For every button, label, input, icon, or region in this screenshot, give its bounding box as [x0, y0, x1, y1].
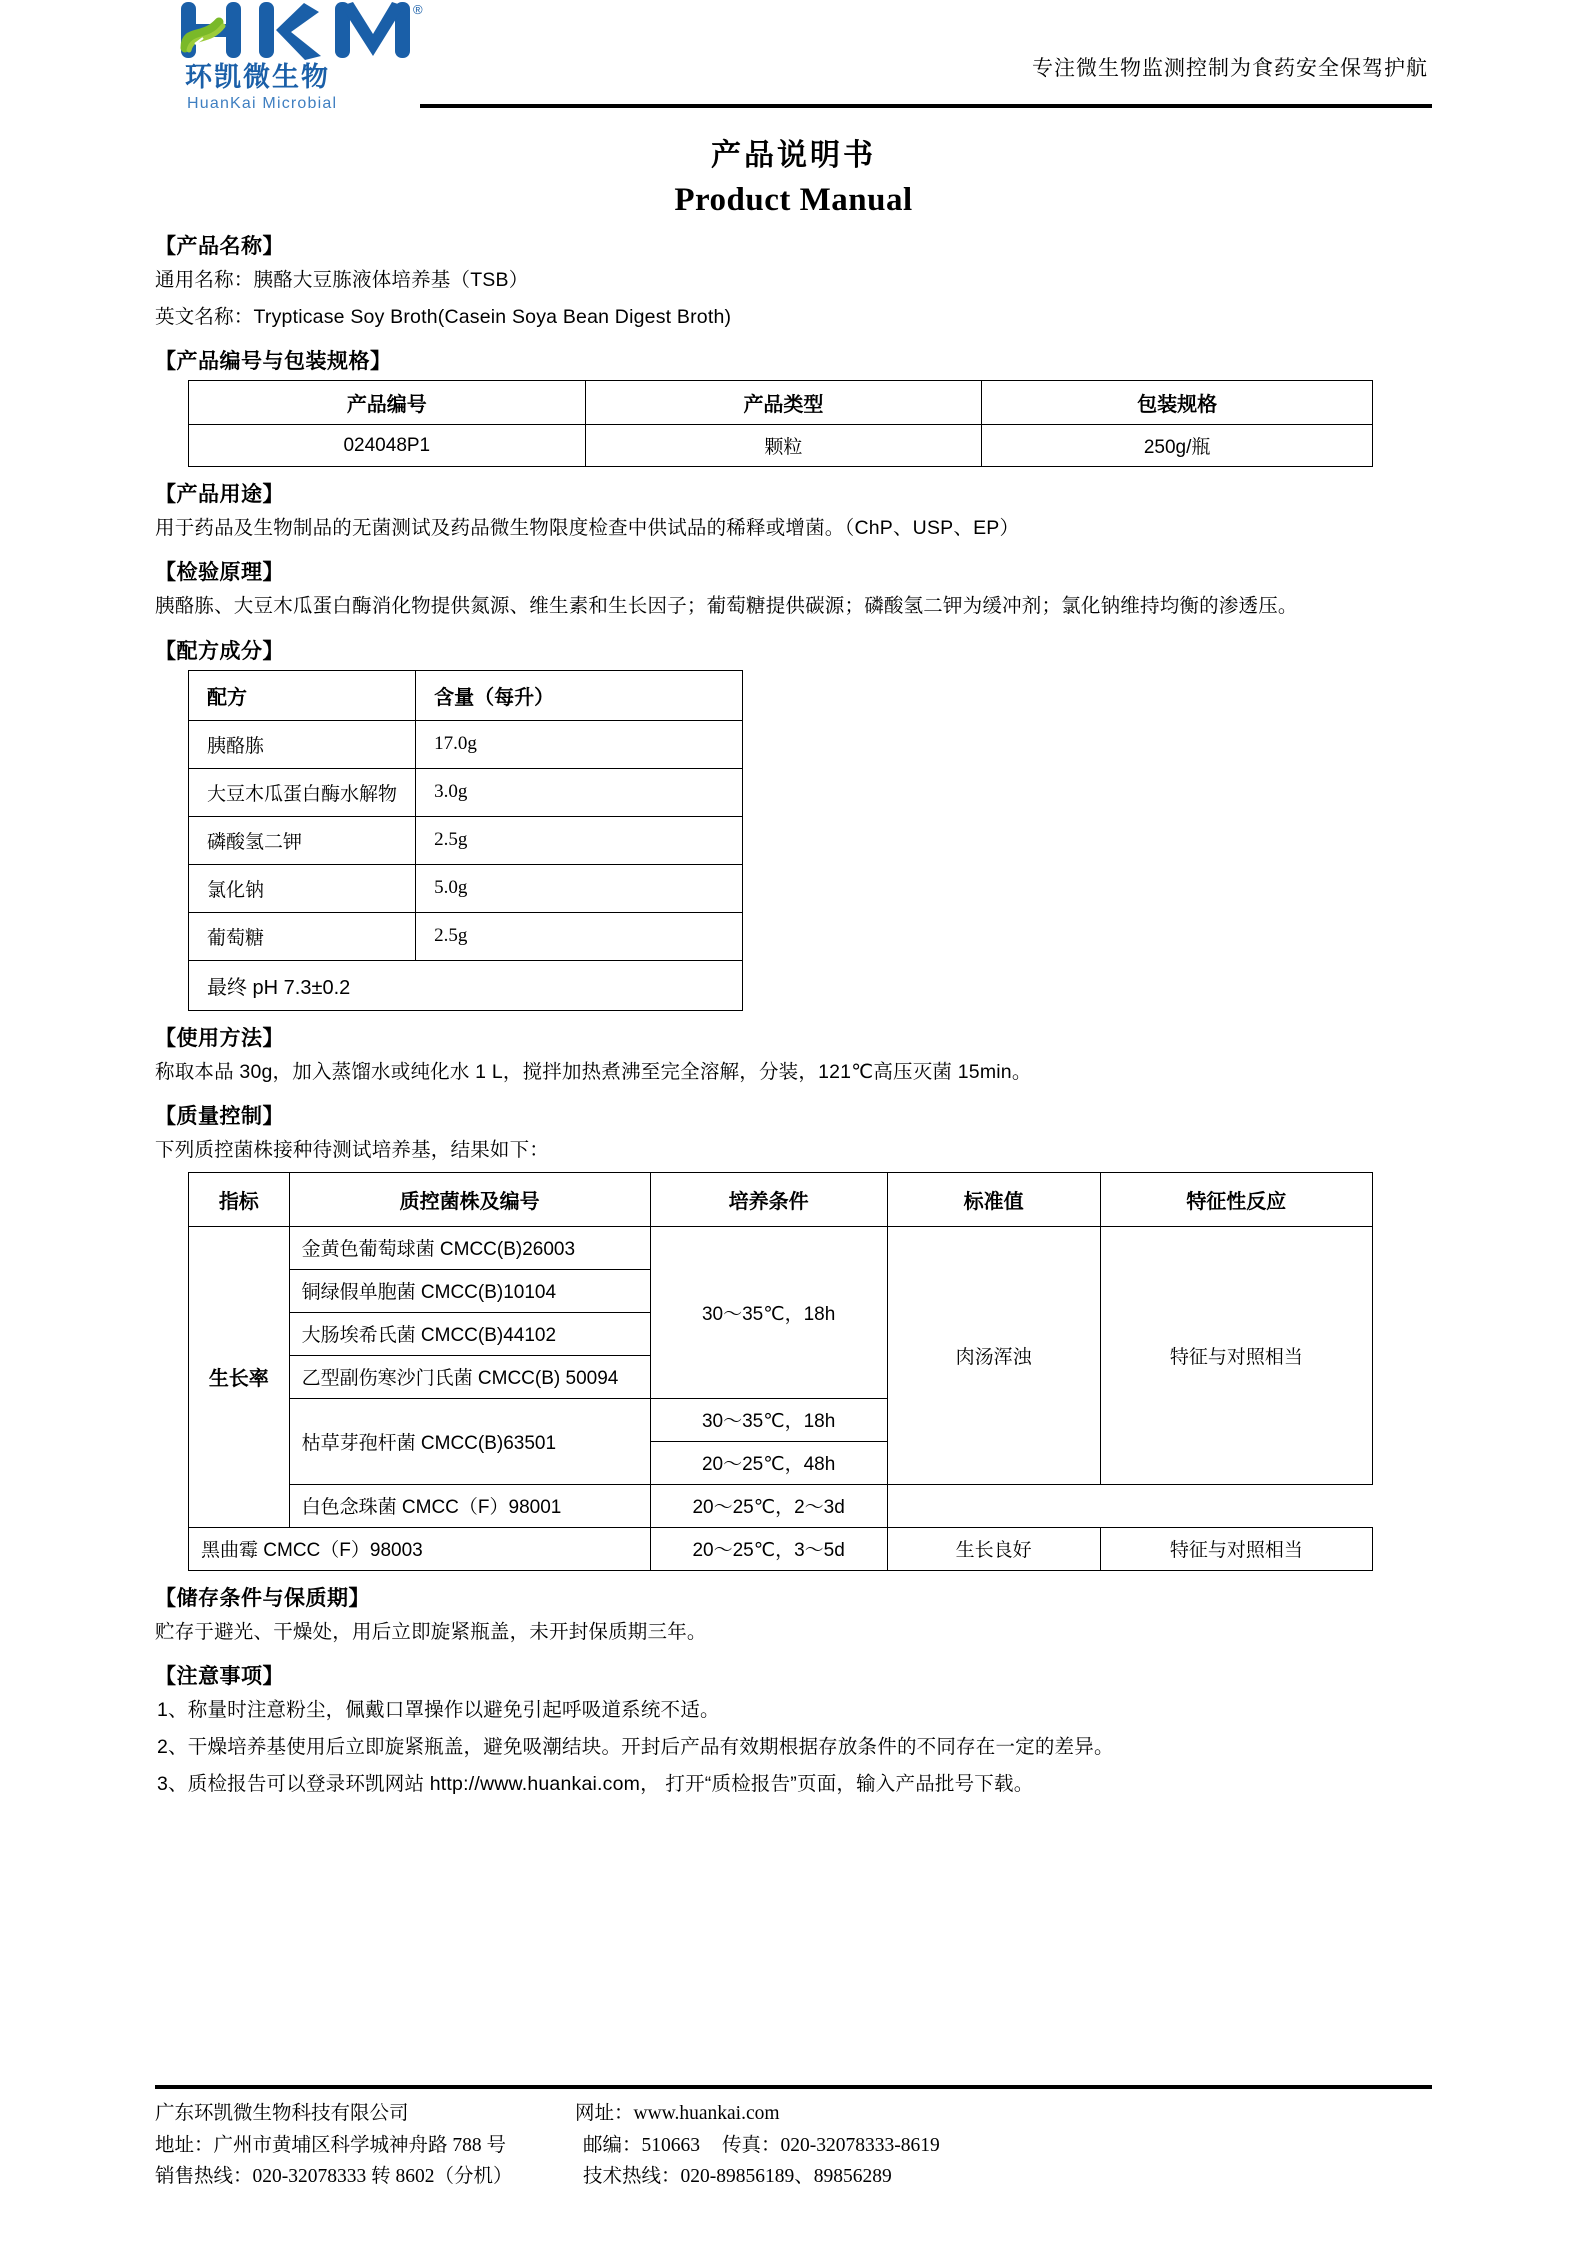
spec-value-code: 024048P1 — [189, 425, 586, 467]
qc-standard-main: 肉汤浑浊 — [887, 1226, 1100, 1484]
footer-fax: 传真：020-32078333-8619 — [722, 2134, 940, 2156]
note-item: 1、称量时注意粉尘，佩戴口罩操作以避免引起呼吸道系统不适。 — [157, 1698, 720, 1721]
formula-name: 大豆木瓜蛋白酶水解物 — [189, 768, 416, 816]
section-heading-formula: 【配方成分】 — [155, 639, 284, 663]
table-row — [189, 768, 743, 816]
qc-strain: 乙型副伤寒沙门氏菌 CMCC(B) 50094 — [289, 1355, 650, 1398]
spec-col-package: 包装规格 — [982, 381, 1373, 425]
formula-amount: 5.0g — [416, 864, 743, 912]
table-row — [189, 425, 1373, 467]
page-header — [155, 0, 1432, 112]
page-title-en: Product Manual — [674, 182, 913, 218]
page-footer — [155, 2085, 1432, 2193]
product-english-name: 英文名称：Trypticase Soy Broth(Casein Soya Bean Digest Broth) — [155, 306, 732, 329]
spec-table — [188, 380, 1373, 467]
header-tagline-block — [453, 0, 1432, 82]
table-header-row — [189, 670, 743, 720]
formula-name: 葡萄糖 — [189, 912, 416, 960]
company-logo — [163, 0, 453, 112]
qc-strain: 枯草芽孢杆菌 CMCC(B)63501 — [289, 1398, 650, 1484]
qc-standard-last: 生长良好 — [887, 1527, 1100, 1570]
table-row — [189, 864, 743, 912]
qc-strain: 铜绿假单胞菌 CMCC(B)10104 — [289, 1269, 650, 1312]
quality-intro-text: 下列质控菌株接种待测试培养基，结果如下： — [155, 1138, 550, 1161]
table-row — [189, 720, 743, 768]
qc-condition-candida: 20～25℃，2～3d — [650, 1484, 887, 1527]
formula-col-name: 配方 — [189, 670, 416, 720]
table-row — [189, 912, 743, 960]
qc-condition-bacillus-2: 20～25℃，48h — [650, 1441, 887, 1484]
formula-amount: 17.0g — [416, 720, 743, 768]
qc-index-growth-rate: 生长率 — [189, 1226, 290, 1527]
header-divider — [420, 104, 1432, 108]
section-heading-spec: 【产品编号与包装规格】 — [155, 350, 392, 374]
logo-name-cn: 环凯微生物 — [185, 62, 330, 92]
tagline-left: 专注微生物监测控制 — [1032, 57, 1230, 80]
footer-tech-hotline: 技术热线：020-89856189、89856289 — [583, 2166, 892, 2188]
spec-value-type: 颗粒 — [585, 425, 982, 467]
section-heading-notes: 【注意事项】 — [155, 1664, 284, 1688]
qc-col-index: 指标 — [189, 1172, 290, 1226]
note-item: 2、干燥培养基使用后立即旋紧瓶盖，避免吸潮结块。开封后产品有效期根据存放条件的不同存在一定的差异。 — [157, 1736, 1114, 1758]
footer-divider — [155, 2085, 1432, 2089]
formula-table — [188, 670, 743, 1011]
quality-control-table — [188, 1172, 1373, 1571]
formula-col-amount: 含量（每升） — [416, 670, 743, 720]
table-row — [189, 1527, 1373, 1570]
table-row — [189, 816, 743, 864]
hkm-logo-icon — [163, 0, 423, 62]
tagline-right: 为食药安全保驾护航 — [1230, 57, 1428, 80]
storage-text: 贮存于避光、干燥处，用后立即旋紧瓶盖，未开封保质期三年。 — [155, 1620, 707, 1643]
qc-condition-group-a: 30～35℃，18h — [650, 1226, 887, 1398]
section-heading-product-name: 【产品名称】 — [155, 235, 284, 258]
section-heading-usage: 【产品用途】 — [155, 483, 284, 507]
spec-col-code: 产品编号 — [189, 381, 586, 425]
footer-company-block — [155, 2098, 575, 2193]
section-heading-quality: 【质量控制】 — [155, 1104, 284, 1128]
formula-amount: 2.5g — [416, 912, 743, 960]
svg-text:®: ® — [413, 2, 423, 17]
table-header-row — [189, 381, 1373, 425]
spec-value-package: 250g/瓶 — [982, 425, 1373, 467]
footer-website: 网址：www.huankai.com — [575, 2103, 780, 2125]
footer-postcode: 邮编：510663 — [583, 2134, 701, 2156]
spec-col-type: 产品类型 — [585, 381, 982, 425]
page-title-cn: 产品说明书 — [711, 139, 876, 172]
footer-contact-block — [575, 2098, 1432, 2193]
qc-strain: 金黄色葡萄球菌 CMCC(B)26003 — [289, 1226, 650, 1269]
formula-amount: 3.0g — [416, 768, 743, 816]
qc-col-strain: 质控菌株及编号 — [289, 1172, 650, 1226]
qc-col-reaction: 特征性反应 — [1100, 1172, 1372, 1226]
table-row — [189, 1484, 1373, 1527]
product-common-name: 通用名称：胰酪大豆胨液体培养基（TSB） — [155, 269, 529, 291]
qc-reaction-main: 特征与对照相当 — [1100, 1226, 1372, 1484]
formula-ph-value: 最终 pH 7.3±0.2 — [189, 960, 743, 1010]
method-text: 称取本品 30g，加入蒸馏水或纯化水 1 L，搅拌加热煮沸至完全溶解，分装，121℃高压灭菌 15min。 — [155, 1060, 1032, 1083]
footer-company-name: 广东环凯微生物科技有限公司 — [155, 2103, 409, 2125]
qc-strain: 黑曲霉 CMCC（F）98003 — [189, 1527, 651, 1570]
principle-text: 胰酪胨、大豆木瓜蛋白酶消化物提供氮源、维生素和生长因子；葡萄糖提供碳源；磷酸氢二钾为缓冲剂；氯化钠维持均衡的渗透压。 — [155, 595, 1298, 618]
qc-strain: 白色念珠菌 CMCC（F）98001 — [289, 1484, 650, 1527]
formula-name: 胰酪胨 — [189, 720, 416, 768]
section-heading-method: 【使用方法】 — [155, 1026, 284, 1050]
footer-address: 地址：广州市黄埔区科学城神舟路 788 号 — [155, 2134, 507, 2156]
formula-name: 氯化钠 — [189, 864, 416, 912]
note-item: 3、质检报告可以登录环凯网站 http://www.huankai.com， 打开“质检报告”页面，输入产品批号下载。 — [157, 1773, 1034, 1796]
section-heading-principle: 【检验原理】 — [155, 561, 284, 585]
qc-reaction-last: 特征与对照相当 — [1100, 1527, 1372, 1570]
footer-sales-hotline: 销售热线：020-32078333 转 8602（分机） — [155, 2166, 513, 2188]
qc-strain: 大肠埃希氏菌 CMCC(B)44102 — [289, 1312, 650, 1355]
logo-name-en: HuanKai Microbial — [187, 95, 338, 112]
qc-col-standard: 标准值 — [887, 1172, 1100, 1226]
qc-col-condition: 培养条件 — [650, 1172, 887, 1226]
table-row-ph — [189, 960, 743, 1010]
table-header-row — [189, 1172, 1373, 1226]
usage-text: 用于药品及生物制品的无菌测试及药品微生物限度检查中供试品的稀释或增菌。（ChP、USP、EP） — [155, 517, 1020, 540]
table-row — [189, 1226, 1373, 1269]
qc-condition-aspergillus: 20～25℃，3～5d — [650, 1527, 887, 1570]
section-heading-storage: 【储存条件与保质期】 — [155, 1586, 370, 1610]
formula-amount: 2.5g — [416, 816, 743, 864]
qc-condition-bacillus-1: 30～35℃，18h — [650, 1398, 887, 1441]
formula-name: 磷酸氢二钾 — [189, 816, 416, 864]
